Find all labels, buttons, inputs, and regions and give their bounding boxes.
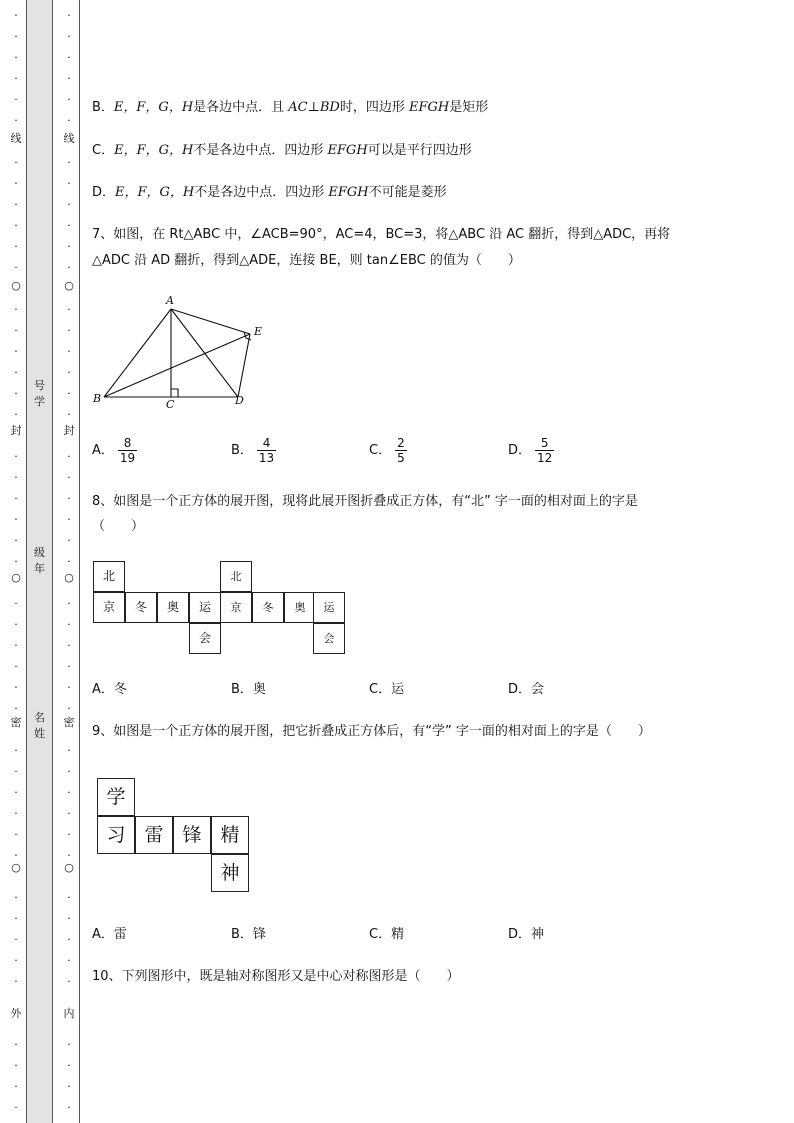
binding-dot: · (14, 30, 18, 43)
binding-dot: · (14, 828, 18, 841)
binding-dot: · (67, 219, 71, 232)
q8-option-c: C．运 (369, 682, 405, 697)
binding-dot: · (14, 975, 18, 988)
q8-text-line1: 8、如图是一个正方体的展开图，现将此展开图折叠成正方体，有“北” 字一面的相对面上的字是 (92, 494, 638, 509)
binding-dot: · (14, 366, 18, 379)
binding-dot: · (14, 345, 18, 358)
q7-option-c: C． $\frac{2}{5}$ (369, 436, 405, 465)
binding-mark: ○ (11, 571, 21, 584)
binding-mark: 内 (63, 1007, 75, 1020)
binding-dot: · (67, 261, 71, 274)
binding-mark: ○ (64, 571, 74, 584)
binding-dot: · (14, 408, 18, 421)
binding-mark: 密 (63, 716, 75, 729)
binding-dot: · (67, 807, 71, 820)
binding-dot: · (67, 492, 71, 505)
binding-mark: 封 (63, 424, 75, 437)
binding-dot: · (14, 534, 18, 547)
binding-dot: · (14, 471, 18, 484)
binding-dot: · (67, 156, 71, 169)
binding-dot: · (67, 1059, 71, 1072)
binding-dot: · (67, 555, 71, 568)
binding-dot: · (14, 387, 18, 400)
binding-dot: · (67, 240, 71, 253)
binding-dot: · (14, 240, 18, 253)
binding-dot: · (14, 891, 18, 904)
q9-option-b: B．锋 (231, 927, 266, 942)
binding-dot: · (14, 1101, 18, 1114)
student-number-label: 号 学 (34, 379, 45, 408)
binding-dot: · (67, 891, 71, 904)
binding-dot: · (14, 198, 18, 211)
binding-dot: · (67, 786, 71, 799)
q9-face: 雷 (135, 816, 173, 854)
net2-face: 奥 (284, 592, 316, 623)
net2-face: 冬 (252, 592, 284, 623)
q9-option-a: A．雷 (92, 927, 127, 942)
binding-mark: 密 (10, 716, 22, 729)
q8-text-line2: （ ） (92, 519, 145, 534)
binding-dot: · (14, 849, 18, 862)
binding-dot: · (67, 765, 71, 778)
vertex-b-label: B (93, 392, 102, 405)
binding-dot: · (14, 9, 18, 22)
binding-dot: · (67, 912, 71, 925)
binding-dot: · (67, 639, 71, 652)
net2-top-face: 北 (220, 561, 252, 592)
net1-bottom-face: 会 (189, 623, 221, 654)
binding-mark: 线 (10, 132, 22, 145)
outer-dot-column (4, 0, 28, 1123)
binding-dot: · (67, 1038, 71, 1051)
q7-text-line2: △ADC 沿 AD 翻折，得到△ADE，连接 BE，则 tan∠EBC 的值为（ ） (92, 253, 521, 268)
q6-option-d: D．E，F，G，H不是各边中点．四边形 EFGH不可能是菱形 (92, 185, 447, 200)
q8-option-d: D．会 (508, 682, 545, 697)
binding-dot: · (14, 156, 18, 169)
binding-dot: · (14, 114, 18, 127)
binding-dot: · (67, 849, 71, 862)
binding-dot: · (67, 198, 71, 211)
q9-option-c: C．精 (369, 927, 405, 942)
binding-dot: · (67, 51, 71, 64)
class-label: 级 年 (34, 546, 45, 575)
net1-face: 冬 (125, 592, 157, 623)
binding-dot: · (14, 765, 18, 778)
binding-dot: · (67, 1101, 71, 1114)
binding-dot: · (14, 219, 18, 232)
binding-dot: · (14, 1059, 18, 1072)
binding-dot: · (14, 450, 18, 463)
binding-dot: · (14, 72, 18, 85)
binding-mark: 外 (10, 1007, 22, 1020)
q9-face: 精 (211, 816, 249, 854)
binding-dot: · (14, 807, 18, 820)
binding-dot: · (67, 828, 71, 841)
binding-dot: · (67, 324, 71, 337)
binding-dot: · (14, 177, 18, 190)
q7-option-d: D． $\frac{5}{12}$ (508, 436, 553, 465)
binding-mark: 封 (10, 424, 22, 437)
binding-dot: · (67, 387, 71, 400)
vertex-c-label: C (166, 398, 175, 410)
binding-dot: · (14, 786, 18, 799)
binding-dot: · (14, 555, 18, 568)
net2-face: 京 (220, 592, 252, 623)
q9-face: 习 (97, 816, 135, 854)
binding-mark: ○ (64, 279, 74, 292)
q9-text-line1: 9、如图是一个正方体的展开图，把它折叠成正方体后，有“学” 字一面的相对面上的字是（ ） (92, 724, 651, 739)
binding-mark: 线 (63, 132, 75, 145)
binding-dot: · (14, 1038, 18, 1051)
binding-dot: · (14, 660, 18, 673)
binding-dot: · (67, 114, 71, 127)
q9-top-face: 学 (97, 778, 135, 816)
vertex-e-label: E (254, 325, 263, 338)
binding-dot: · (14, 261, 18, 274)
q7-figure (90, 292, 280, 410)
binding-dot: · (67, 408, 71, 421)
q9-option-d: D．神 (508, 927, 545, 942)
net2-bottom-face: 会 (313, 623, 345, 654)
binding-mark: ○ (11, 279, 21, 292)
binding-dot: · (67, 93, 71, 106)
binding-dot: · (14, 681, 18, 694)
binding-mark: ○ (11, 861, 21, 874)
binding-dot: · (67, 660, 71, 673)
binding-dot: · (14, 744, 18, 757)
binding-dot: · (67, 513, 71, 526)
binding-mark: ○ (64, 861, 74, 874)
q7-option-a: A． $\frac{8}{19}$ (92, 436, 136, 465)
binding-dot: · (67, 72, 71, 85)
binding-dot: · (14, 324, 18, 337)
binding-dot: · (67, 618, 71, 631)
net1-face: 运 (189, 592, 221, 623)
q7-text-line1: 7、如图，在 Rt△ABC 中，∠ACB=90°，AC=4，BC=3，将△ABC 沿 AC 翻折，得到△ADC，再将 (92, 227, 671, 242)
net1-face: 京 (93, 592, 125, 623)
q6-option-c: C．E，F，G，H不是各边中点．四边形 EFGH可以是平行四边形 (92, 143, 472, 158)
binding-dot: · (67, 471, 71, 484)
binding-dot: · (67, 954, 71, 967)
binding-dot: · (14, 303, 18, 316)
q8-option-a: A．冬 (92, 682, 127, 697)
name-label: 名 姓 (34, 711, 45, 740)
binding-dot: · (67, 345, 71, 358)
net1-face: 奥 (157, 592, 189, 623)
vertex-a-label: A (166, 294, 174, 307)
binding-dot: · (67, 366, 71, 379)
binding-dot: · (14, 492, 18, 505)
binding-dot: · (67, 975, 71, 988)
binding-dot: · (67, 177, 71, 190)
binding-dot: · (14, 912, 18, 925)
q8-option-b: B．奥 (231, 682, 266, 697)
q9-face: 锋 (173, 816, 211, 854)
binding-dot: · (14, 702, 18, 715)
q7-option-b: B． $\frac{4}{13}$ (231, 436, 275, 465)
binding-dot: · (67, 1080, 71, 1093)
binding-dot: · (67, 9, 71, 22)
binding-dot: · (14, 93, 18, 106)
binding-dot: · (14, 51, 18, 64)
net2-face: 运 (313, 592, 345, 623)
binding-line (79, 0, 80, 1123)
binding-dot: · (67, 681, 71, 694)
binding-dot: · (67, 702, 71, 715)
binding-dot: · (14, 954, 18, 967)
binding-dot: · (67, 744, 71, 757)
binding-dot: · (14, 513, 18, 526)
binding-dot: · (67, 534, 71, 547)
binding-dot: · (67, 933, 71, 946)
binding-dot: · (14, 639, 18, 652)
q10-text-line1: 10、下列图形中，既是轴对称图形又是中心对称图形是（ ） (92, 969, 460, 984)
q9-bottom-face: 神 (211, 854, 249, 892)
binding-dot: · (67, 303, 71, 316)
binding-dot: · (14, 597, 18, 610)
binding-dot: · (14, 618, 18, 631)
q6-option-b: B．E，F，G，H是各边中点．且 AC⊥BD时，四边形 EFGH是矩形 (92, 100, 489, 115)
net1-top-face: 北 (93, 561, 125, 592)
binding-dot: · (14, 1080, 18, 1093)
inner-dot-column (57, 0, 81, 1123)
binding-dot: · (14, 933, 18, 946)
vertex-d-label: D (235, 394, 244, 407)
binding-dot: · (67, 450, 71, 463)
binding-dot: · (67, 30, 71, 43)
binding-dot: · (67, 597, 71, 610)
